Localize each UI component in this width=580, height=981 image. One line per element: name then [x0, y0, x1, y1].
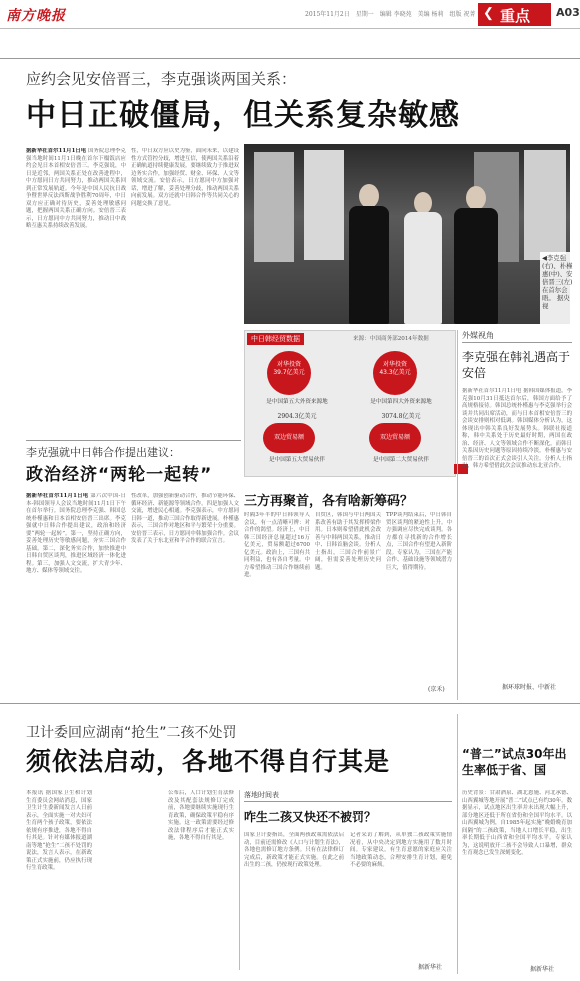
korea-investment-caption: 是中国第四大外资来源地: [370, 399, 432, 405]
sidebar2-body: 历史背景：甘肃酒泉、湖北恩施、河北承德、山西翼城等地开展“普二”试点已有约30年。数据显示，试点地区出生率并未出现大幅上升，部分地区还低于所在省份和全国平均水平。以山西翼城为例，自1985年起实施“晚婚晚育加间隔”的二孩政策，当地人口增长平稳，出生率长期低于山西省和全国平均水平。专家认为，这说明放开二孩不会导致人口暴增，群众生育观念已发生深刻变化。: [462, 790, 572, 856]
main-column-2: [131, 148, 239, 433]
sidebar2-headline: “普二”试点30年出生率低于省、国: [462, 747, 567, 777]
sidebar2-credit: 据新华社: [530, 966, 555, 973]
flag-korea-2: [524, 150, 566, 260]
analysis-column-2: 自贸区，韩国与中日两国关系改善有助于其发挥桥梁作用。日本则希望借此机会改善与中韩两国关系，推动日中、日韩首脑会谈。分析人士指出，三国合作前景广阔，但需妥善处理历史问题。: [315, 512, 381, 571]
japan-investment-caption: 是中国第五大外资来源地: [266, 399, 328, 405]
caption-arrow-icon: ◀: [542, 254, 547, 262]
japan-trade-circle: 双边贸易额: [263, 423, 315, 453]
qa-credit: 据新华社: [418, 964, 443, 971]
divider: [462, 342, 572, 343]
person-abe-head: [359, 184, 379, 208]
korea-investment-circle: 对华投资 43.3亿美元: [373, 351, 417, 395]
bottom-column-2: [97, 790, 163, 970]
analysis-headline: 三方再聚首，各有啥新筹码？: [244, 494, 414, 509]
main-kicker: 应约会见安倍晋三，李克强谈两国关系：: [26, 70, 297, 88]
person-park: [404, 212, 442, 324]
qa-headline: 咋生二孩又快还不被罚？: [244, 810, 377, 824]
main-text-1: 国务院总理李克强当地时间11月1日晚在首尔下榻饭店应约会见日本首相安倍晋三。李克强说，中日是近邻，两国关系正处在改善进程中，中方愿同日方共同努力，推动两国关系回到正常发展轨道。今年是中国人民抗日战争暨世界反法西斯战争胜利70周年，中日双方应正确对待历史，妥善处理敏感问题，把握两国关系正确方向。安倍晋三表示，日方愿同中方共同努力，推动日中战略互惠关系持续改善发展。: [26, 148, 126, 229]
summit-photo: [244, 144, 570, 324]
second-kicker: 李克强就中日韩合作提出建议：: [26, 446, 180, 459]
divider: [0, 58, 580, 59]
infographic-tag: 中日韩经贸数据: [247, 333, 304, 345]
person-li-head: [466, 186, 486, 210]
main-byline: 据新华社首尔11月1日电: [26, 148, 87, 154]
second-byline: 据新华社首尔11月1日电: [26, 493, 89, 499]
qa-kicker: 落地时间表: [244, 791, 279, 799]
second-column-2: [131, 493, 239, 698]
divider: [239, 790, 240, 970]
divider: [0, 703, 580, 704]
photo-credit: 据央视: [542, 294, 570, 310]
divider: [457, 330, 458, 700]
divider: [244, 801, 452, 802]
section-title: 重点: [500, 7, 531, 25]
page-meta: 2015年11月2日 星期一 编辑 李晓苑 美编 杨莉 组版 祝菁: [305, 11, 476, 18]
second-headline: 政治经济“两轮一起转”: [26, 465, 213, 485]
divider: [26, 440, 241, 441]
section-label: [478, 3, 551, 26]
korea-trade-circle: 双边贸易额: [369, 423, 421, 453]
flag-korea: [304, 150, 344, 260]
bottom-headline: 须依法启动，各地不得自行其是: [26, 747, 391, 776]
qa-column-1: 国家卫计委指出，全面两孩政策需依法启动，目前还需修改《人口与计划生育法》，各地也需修订地方条例。只有在法律修订完成后，新政策才能正式实施。在此之前出生的二孩，仍按现行政策处理。: [244, 832, 344, 868]
sidebar1-credit: 据环球时报、中新社: [502, 684, 557, 691]
page-number: A03: [556, 6, 580, 19]
qa-column-2: 记者采访了解到，从单独二孩政策实施情况看，从中央决定到地方实施用了数月时间。专家建议，有生育意愿的家庭应关注当地政策动态，合理安排生育计划，避免不必要的麻烦。: [350, 832, 452, 868]
sidebar1-body: 据新华社首尔11月1日电 据韩国媒体报道，李克强10月31日抵达首尔后，韩国方面给予了高规格接待。韩国总统朴槿惠与李克强举行会谈并共同出席活动，而与日本首相安倍晋三的会谈安排则相对低调。韩国媒体分析认为，这体现出中韩关系良好发展势头。韩联社报道称，韩中关系处于历史最好时期，两国在政治、经济、人文等领域合作不断深化。而韩日关系因历史问题等原因持续冷淡，朴槿惠与安倍晋三的首次正式会谈引人关注。分析人士指出，韩方希望借此次会议推动东北亚合作。: [462, 388, 572, 469]
main-headline: 中日正破僵局，但关系复杂敏感: [26, 98, 460, 133]
trade-infographic: [244, 330, 456, 477]
japan-investment-circle: 对华投资 39.7亿美元: [267, 351, 311, 395]
bottom-kicker: 卫计委回应湖南“抢生”二孩不处罚: [26, 725, 237, 741]
sidebar1-kicker: 外媒视角: [462, 331, 494, 340]
sidebar1-headline: 李克强在韩礼遇高于安倍: [462, 350, 571, 380]
section-arrow-icon: ❮: [483, 6, 494, 21]
person-abe: [349, 206, 389, 324]
second-text-1: 第六次中国-日本-韩国领导人会议当地时间11月1日下午在首尔举行。国务院总理李克强、韩国总统朴槿惠和日本首相安倍晋三出席。李克强就中日韩合作提出建议，政治和经济要“两轮一起转”。第一，坚持正确方向，妥善处理历史等敏感问题，夯实三国合作基础。第二，深化务实合作，加快推进中日韩自贸区谈判，推进区域经济一体化进程。第三，加强人文交流，扩大青少年、地方、媒体等领域交往。: [26, 493, 126, 574]
main-text-2: 性，中日双方应以史为鉴，面向未来，以建设性方式管控分歧，增进互信，使两国关系沿着正确轨道持续健康发展。要继续致力于推进双边务实合作，加强经贸、财金、环保、人文等领域交流。安倍表示，日方愿同中方加强对话，增进了解，妥善处理分歧，推动两国关系向前发展。双方还就中日韩合作等共同关心的问题交换了意见。: [131, 148, 239, 207]
japan-trade-caption: 是中国第五大贸易伙伴: [269, 457, 325, 463]
infographic-source: 来源：中国商务部2014年数据: [353, 336, 429, 342]
divider: [457, 714, 458, 974]
newspaper-logo: 南方晚报: [6, 8, 66, 24]
korea-trade-value: 3074.8亿美元: [381, 413, 421, 420]
bottom-column-1: 本报讯 据国家卫生和计划生育委员会网站消息，国家卫生计生委新闻发言人日前表示，全面实施一对夫妇可生育两个孩子政策，要依法依规有序推进，各地不得自行其是。针对有媒体报道湖南等地“抢生”二孩不处罚的说法，发言人表示，在新政策正式实施前，仍应执行现行生育政策。: [26, 790, 92, 871]
analysis-credit: (京禾): [428, 686, 445, 693]
second-text-2: 性改革，加强创新驱动合作，推动节能环保、循环经济、新能源等领域合作。四是加强人文交流，增进民心相通。李克强表示，中方愿同日韩一道，推动三国合作取得新进展。朴槿惠表示，三国合作对地区和平与繁荣十分重要。安倍晋三表示，日方愿同中韩加强合作。会议发表了关于东北亚和平合作的联合宣言。: [131, 493, 239, 544]
main-column-1: [26, 148, 126, 433]
analysis-column-1: 时隔3年半的中日韩领导人会议，有一点清晰可辨：对合作的渴望。经济上，中日韩三国经济总量超过16万亿美元，贸易额超过6700亿美元。政治上，三国有共同利益，也有各自考量。中方希望推动三国合作继续前进。: [244, 512, 310, 578]
photo-caption: ◀李克强(右)、朴槿惠(中)、安倍晋三(左)在首尔会晤。 据央视: [540, 252, 576, 326]
flag-japan: [254, 152, 294, 262]
analysis-column-3: TPP谈判结束后，中日韩自贸区谈判的紧迫性上升。中方强调应尽快完成谈判。各方都在寻找新的合作增长点，三国合作有望进入新阶段。专家认为，三国在产能合作、基础设施等领域潜力巨大，值得期待。: [386, 512, 452, 571]
bottom-column-3: 公布后，人口计划生育法修改及其配套法规修订完成前，各地要继续实施现行生育政策，确保政策平稳有序实施。这一政策需要经过修改法律程序后才能正式实施，各地不得自行其是。: [168, 790, 234, 841]
person-li: [454, 208, 498, 324]
korea-trade-caption: 是中国第二大贸易伙伴: [373, 457, 429, 463]
japan-trade-value: 2904.3亿美元: [277, 413, 317, 420]
second-column-1: [26, 493, 126, 698]
person-park-head: [414, 192, 432, 214]
